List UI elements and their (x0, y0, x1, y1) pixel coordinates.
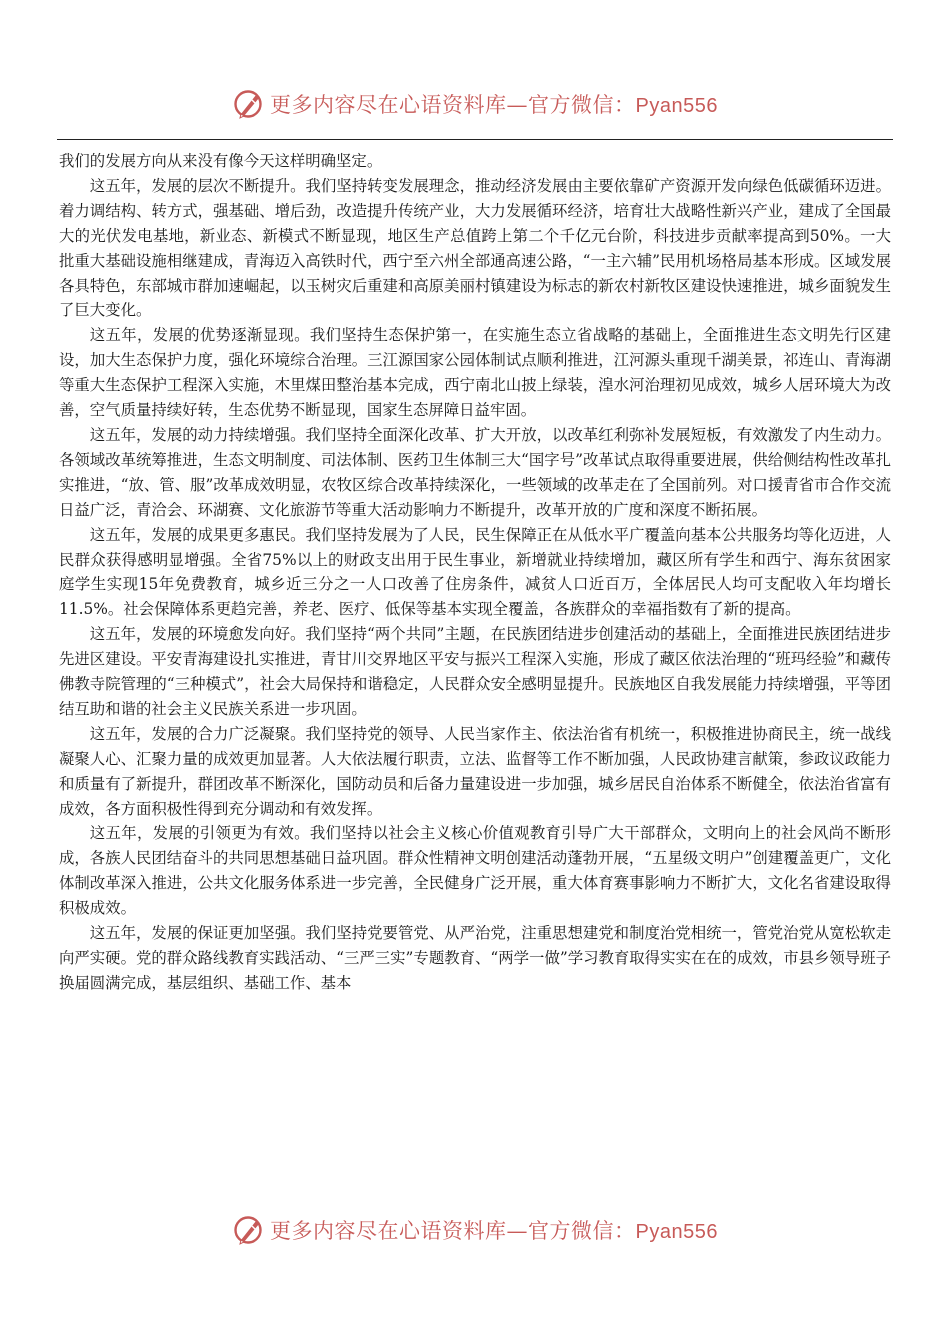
paragraph-development-benefits: 这五年，发展的成果更多惠民。我们坚持发展为了人民，民生保障正在从低水平广覆盖向基本公共服务均等化迈进，人民群众获得感明显增强。全省75%以上的财政支出用于民生事业，新增就业持续增加，藏区所有学生和西宁、海东贫困家庭学生实现15年免费教育，城乡近三分之一人口改善了住房条件，减贫人口近百万，全体居民人均可支配收入年均增长11.5%。社会保障体系更趋完善，养老、医疗、低保等基本实现全覆盖，各族群众的幸福指数有了新的提高。 (59, 525, 891, 619)
paragraph-continuation: 我们的发展方向从来没有像今天这样明确坚定。 (59, 152, 383, 170)
header-banner (0, 84, 950, 124)
footer-banner (0, 1210, 950, 1250)
pen-logo-icon (232, 87, 266, 121)
paragraph-development-level: 这五年，发展的层次不断提升。我们坚持转变发展理念，推动经济发展由主要依靠矿产资源开发向绿色低碳循环迈进。着力调结构、转方式，强基础、增后劲，改造提升传统产业，大力发展循环经济，培育壮大战略性新兴产业，建成了全国最大的光伏发电基地，新业态、新模式不断显现，地区生产总值跨上第二个千亿元台阶，科技进步贡献率提高到50%。一大批重大基础设施相继建成，青海迈入高铁时代，西宁至六州全部通高速公路，“一主六辅”民用机场格局基本形成。区域发展各具特色，东部城市群加速崛起，以玉树灾后重建和高原美丽村镇建设为标志的新农村新牧区建设快速推进，城乡面貌发生了巨大变化。 (59, 176, 891, 320)
document-body (59, 149, 891, 996)
header-banner-label (270, 89, 718, 119)
footer-banner-text: 更多内容尽在心语资料库—官方微信： (270, 1219, 636, 1243)
paragraph-development-environment: 这五年，发展的环境愈发向好。我们坚持“两个共同”主题，在民族团结进步创建活动的基础上，全面推进民族团结进步先进区建设。平安青海建设扎实推进，青甘川交界地区平安与振兴工程深入实施，形成了藏区依法治理的“班玛经验”和藏传佛教寺院管理的“三种模式”，社会大局保持和谐稳定，人民群众安全感明显提升。民族地区自我发展能力持续增强，平等团结互助和谐的社会主义民族关系进一步巩固。 (59, 625, 891, 718)
header-divider (57, 139, 893, 140)
header-wechat-handle: Pyan556 (635, 95, 718, 117)
paragraph-development-advantage: 这五年，发展的优势逐渐显现。我们坚持生态保护第一，在实施生态立省战略的基础上，全面推进生态文明先行区建设，加大生态保护力度，强化环境综合治理。三江源国家公园体制试点顺利推进，江河源头重现千湖美景，祁连山、青海湖等重大生态保护工程深入实施，木里煤田整治基本完成，西宁南北山披上绿装，湟水河治理初见成效，城乡人居环境大为改善，空气质量持续好转，生态优势不断显现，国家生态屏障日益牢固。 (59, 326, 891, 420)
footer-wechat-handle: Pyan556 (635, 1221, 718, 1243)
paragraph-development-momentum: 这五年，发展的动力持续增强。我们坚持全面深化改革、扩大开放，以改革红利弥补发展短板，有效激发了内生动力。各领域改革统筹推进，生态文明制度、司法体制、医药卫生体制三大“国字号”改革试点取得重要进展，供给侧结构性改革扎实推进，“放、管、服”改革成效明显，农牧区综合改革持续深化，一些领域的改革走在了全国前列。对口援青省市合作交流日益广泛，青洽会、环湖赛、文化旅游节等重大活动影响力不断提升，改革开放的广度和深度不断拓展。 (59, 425, 891, 519)
footer-banner-label (270, 1215, 718, 1245)
paragraph-development-guidance: 这五年，发展的引领更为有效。我们坚持以社会主义核心价值观教育引导广大干部群众，文明向上的社会风尚不断形成，各族人民团结奋斗的共同思想基础日益巩固。群众性精神文明创建活动蓬勃开展，“五星级文明户”创建覆盖更广，文化体制改革深入推进，公共文化服务体系进一步完善，全民健身广泛开展，重大体育赛事影响力不断扩大，文化名省建设取得积极成效。 (59, 824, 891, 918)
paragraph-development-synergy: 这五年，发展的合力广泛凝聚。我们坚持党的领导、人民当家作主、依法治省有机统一，积极推进协商民主，统一战线凝聚人心、汇聚力量的成效更加显著。人大依法履行职责，立法、监督等工作不断加强，人民政协建言献策，参政议政能力和质量有了新提升，群团改革不断深化，国防动员和后备力量建设进一步加强，城乡居民自治体系不断健全，依法治省富有成效，各方面积极性得到充分调动和有效发挥。 (59, 724, 891, 818)
pen-logo-icon (232, 1213, 266, 1247)
paragraph-development-guarantee: 这五年，发展的保证更加坚强。我们坚持党要管党、从严治党，注重思想建党和制度治党相统一，管党治党从宽松软走向严实硬。党的群众路线教育实践活动、“三严三实”专题教育、“两学一做”学习教育取得实实在在的成效，市县乡领导班子换届圆满完成，基层组织、基础工作、基本 (59, 924, 891, 992)
header-banner-text: 更多内容尽在心语资料库—官方微信： (270, 93, 636, 117)
